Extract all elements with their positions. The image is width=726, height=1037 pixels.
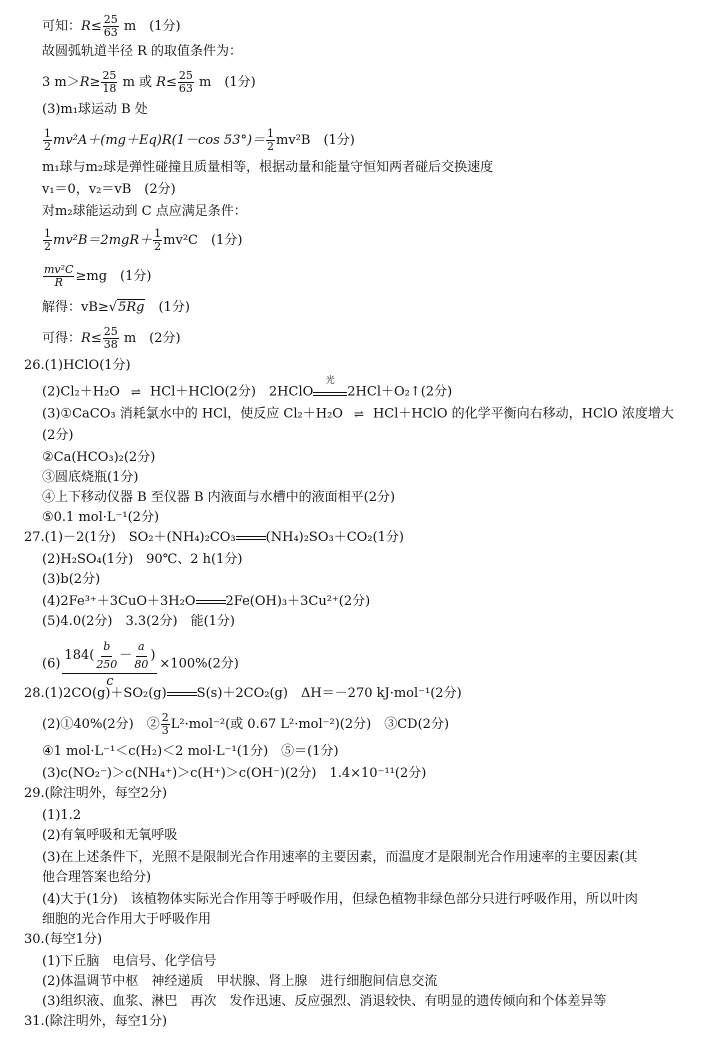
line-38: 30.(每空1分) [24, 932, 103, 947]
line-18: ③圆底烧瓶(1分) [42, 470, 139, 485]
numerator: 1 [267, 127, 275, 140]
var-r: R [156, 75, 166, 90]
line-5 [42, 128, 355, 153]
denominator: R [54, 276, 63, 289]
text: m (1分) [123, 19, 181, 34]
denominator: 2 [44, 140, 51, 153]
numerator: 25 [103, 325, 118, 338]
line-19: ④上下移动仪器 B 至仪器 B 内液面与水槽中的液面相平(2分) [42, 490, 396, 505]
line-3 [42, 70, 256, 95]
text: (2)Cl₂＋H₂O [42, 384, 120, 400]
text: (4)2Fe³⁺＋3CuO＋3H₂O [42, 594, 196, 609]
text: 可知： [42, 19, 82, 34]
numerator: 1 [44, 127, 51, 140]
line-16: (2分) [42, 428, 74, 443]
equals-sign [167, 692, 197, 696]
var-r: R [81, 331, 91, 346]
line-24 [42, 594, 370, 610]
numerator: 25 [103, 13, 118, 26]
line-7: v₁＝0，v₂＝vB (2分) [42, 182, 176, 197]
line-21 [24, 530, 404, 546]
line-27 [24, 686, 462, 702]
big-fraction [62, 638, 157, 690]
line-25: (5)4.0(2分) 3.3(2分) 能(1分) [42, 614, 236, 629]
text: ×100%(2分) [159, 656, 239, 672]
text: ≥mg (1分) [75, 269, 152, 284]
equals-sign [236, 536, 266, 540]
text: (NH₄)₂SO₃＋CO₂(1分) [265, 530, 404, 545]
denominator: 18 [102, 82, 117, 95]
line-2: 故圆弧轨道半径 R 的取值条件为： [42, 44, 243, 59]
denominator: c [106, 674, 114, 689]
symbol: ≥ [89, 75, 101, 90]
text: 可得： [42, 331, 82, 346]
text: HCl＋HClO 的化学平衡向右移动，HClO 浓度增大 [372, 406, 674, 422]
text: m (2分) [123, 331, 181, 346]
text: (1分) [145, 300, 190, 315]
var-r: R [79, 75, 90, 90]
line-6: m₁球与m₂球是弹性碰撞且质量相等，根据动量和能量守恒知两者碰后交换速度 [42, 160, 494, 175]
line-32: (1)1.2 [42, 808, 82, 823]
line-22: (2)H₂SO₄(1分) 90℃、2 h(1分) [42, 552, 243, 567]
line-12 [42, 326, 181, 351]
text: － [119, 648, 133, 663]
symbol: ≤ [165, 75, 177, 90]
line-4: (3)m₁球运动 B 处 [42, 102, 148, 117]
text: 2Fe(OH)₃＋3Cu²⁺(2分) [225, 594, 371, 609]
text: mv²C (1分) [163, 233, 243, 248]
denominator: 2 [154, 240, 162, 253]
fraction [266, 128, 275, 153]
text: 28.(1)2CO(g)＋SO₂(g) [24, 686, 167, 701]
denominator: 63 [103, 26, 118, 39]
line-28 [42, 712, 449, 737]
fraction [95, 638, 118, 673]
text: 解得：vB≥ [42, 300, 109, 315]
denominator: 63 [178, 82, 193, 95]
denominator: 3 [161, 724, 169, 737]
denominator: 38 [103, 338, 118, 351]
arrow-label: 光 [325, 375, 335, 386]
fraction [101, 70, 117, 95]
denominator: 250 [96, 658, 118, 671]
text: 3 m＞ [42, 75, 80, 90]
line-41: (3)组织液、血浆、淋巴 再次 发作迅速、反应强烈、消退较快、有明显的遗传倾向和个体差异等 [42, 994, 607, 1009]
fraction [161, 712, 170, 737]
fraction [133, 638, 149, 673]
fraction [178, 70, 194, 95]
line-42: 31.(除注明外，每空1分) [24, 1014, 168, 1029]
denominator: 80 [134, 658, 149, 671]
numerator [62, 638, 157, 674]
line-8: 对m₂球能运动到 C 点应满足条件： [42, 204, 247, 219]
numerator: mv²C [44, 263, 74, 276]
text: mv²B＝2mgR＋ [53, 233, 153, 248]
line-29: ④1 mol·L⁻¹＜c(H₂)＜2 mol·L⁻¹(1分) ⑤＝(1分) [42, 744, 339, 759]
numerator: 1 [44, 227, 51, 240]
text: mv²A＋(mg＋Eq)R(1－cos 53°)＝ [53, 133, 266, 148]
symbol: ≤ [90, 331, 102, 346]
fraction [43, 264, 74, 289]
line-13: 26.(1)HClO(1分) [24, 358, 131, 373]
denominator: 2 [267, 140, 275, 153]
line-20: ⑤0.1 mol·L⁻¹(2分) [42, 510, 160, 525]
text: HCl＋HClO(2分) 2HClO [149, 384, 314, 400]
sqrt-content: 5Rg [118, 300, 145, 315]
numerator: a [136, 638, 147, 657]
numerator: 25 [102, 69, 117, 82]
text: 184( [64, 648, 95, 663]
line-30: (3)c(NO₂⁻)＞c(NH₄⁺)＞c(H⁺)＞c(OH⁻)(2分) 1.4×10⁻¹¹(2分) [42, 766, 427, 781]
text: mv²B (1分) [276, 133, 355, 148]
line-40: (2)体温调节中枢 神经递质 甲状腺、肾上腺 进行细胞间信息交流 [42, 974, 438, 989]
text: (6) [42, 656, 61, 672]
text: S(s)＋2CO₂(g) ΔH＝－270 kJ·mol⁻¹(2分) [196, 686, 462, 701]
numerator: 25 [178, 69, 193, 82]
fraction [103, 326, 119, 351]
reversible-arrow: ⇌ [130, 385, 139, 399]
line-35: 他合理答案也给分) [42, 870, 152, 885]
reaction-arrow [313, 375, 347, 396]
numerator: b [101, 638, 112, 657]
text: m (1分) [199, 75, 256, 90]
var-r: R [81, 19, 91, 34]
text: m 或 [122, 75, 157, 90]
arrow-bar [313, 392, 347, 396]
numerator: 1 [154, 227, 162, 240]
line-26 [42, 638, 239, 690]
line-36: (4)大于(1分) 该植物体实际光合作用等于呼吸作用，但绿色植物非绿色部分只进行呼吸作用，所以叶肉 [42, 892, 638, 907]
line-14 [42, 375, 453, 401]
symbol: ≤ [90, 19, 102, 34]
line-10 [42, 264, 151, 289]
line-9 [42, 228, 242, 253]
text: 2HCl＋O₂↑(2分) [347, 384, 453, 400]
reversible-arrow: ⇌ [353, 407, 362, 421]
line-15 [42, 406, 674, 423]
equals-sign [196, 600, 226, 604]
denominator: 2 [44, 240, 51, 253]
text: (3)①CaCO₃ 消耗氯水中的 HCl，使反应 Cl₂＋H₂O [42, 406, 343, 422]
line-1 [42, 14, 181, 39]
line-31: 29.(除注明外，每空2分) [24, 786, 168, 801]
line-33: (2)有氧呼吸和无氧呼吸 [42, 828, 178, 843]
line-34: (3)在上述条件下，光照不是限制光合作用速率的主要因素，而温度才是限制光合作用速率的主要因素(其 [42, 850, 638, 865]
numerator: 2 [161, 711, 169, 724]
fraction [43, 128, 52, 153]
line-17: ②Ca(HCO₃)₂(2分) [42, 450, 156, 465]
fraction [153, 228, 162, 253]
text: (2)①40%(2分) ② [42, 717, 160, 732]
line-39: (1)下丘脑 电信号、化学信号 [42, 954, 217, 969]
text: L²·mol⁻²(或 0.67 L²·mol⁻²)(2分) ③CD(2分) [170, 717, 450, 732]
fraction [103, 14, 119, 39]
text: 27.(1)－2(1分) SO₂＋(NH₄)₂CO₃ [24, 530, 236, 545]
fraction [43, 228, 52, 253]
line-23: (3)b(2分) [42, 572, 101, 587]
text: ) [150, 648, 156, 663]
line-11: 解得：vB≥√5Rg (1分) [42, 300, 190, 315]
line-37: 细胞的光合作用大于呼吸作用 [42, 912, 212, 927]
